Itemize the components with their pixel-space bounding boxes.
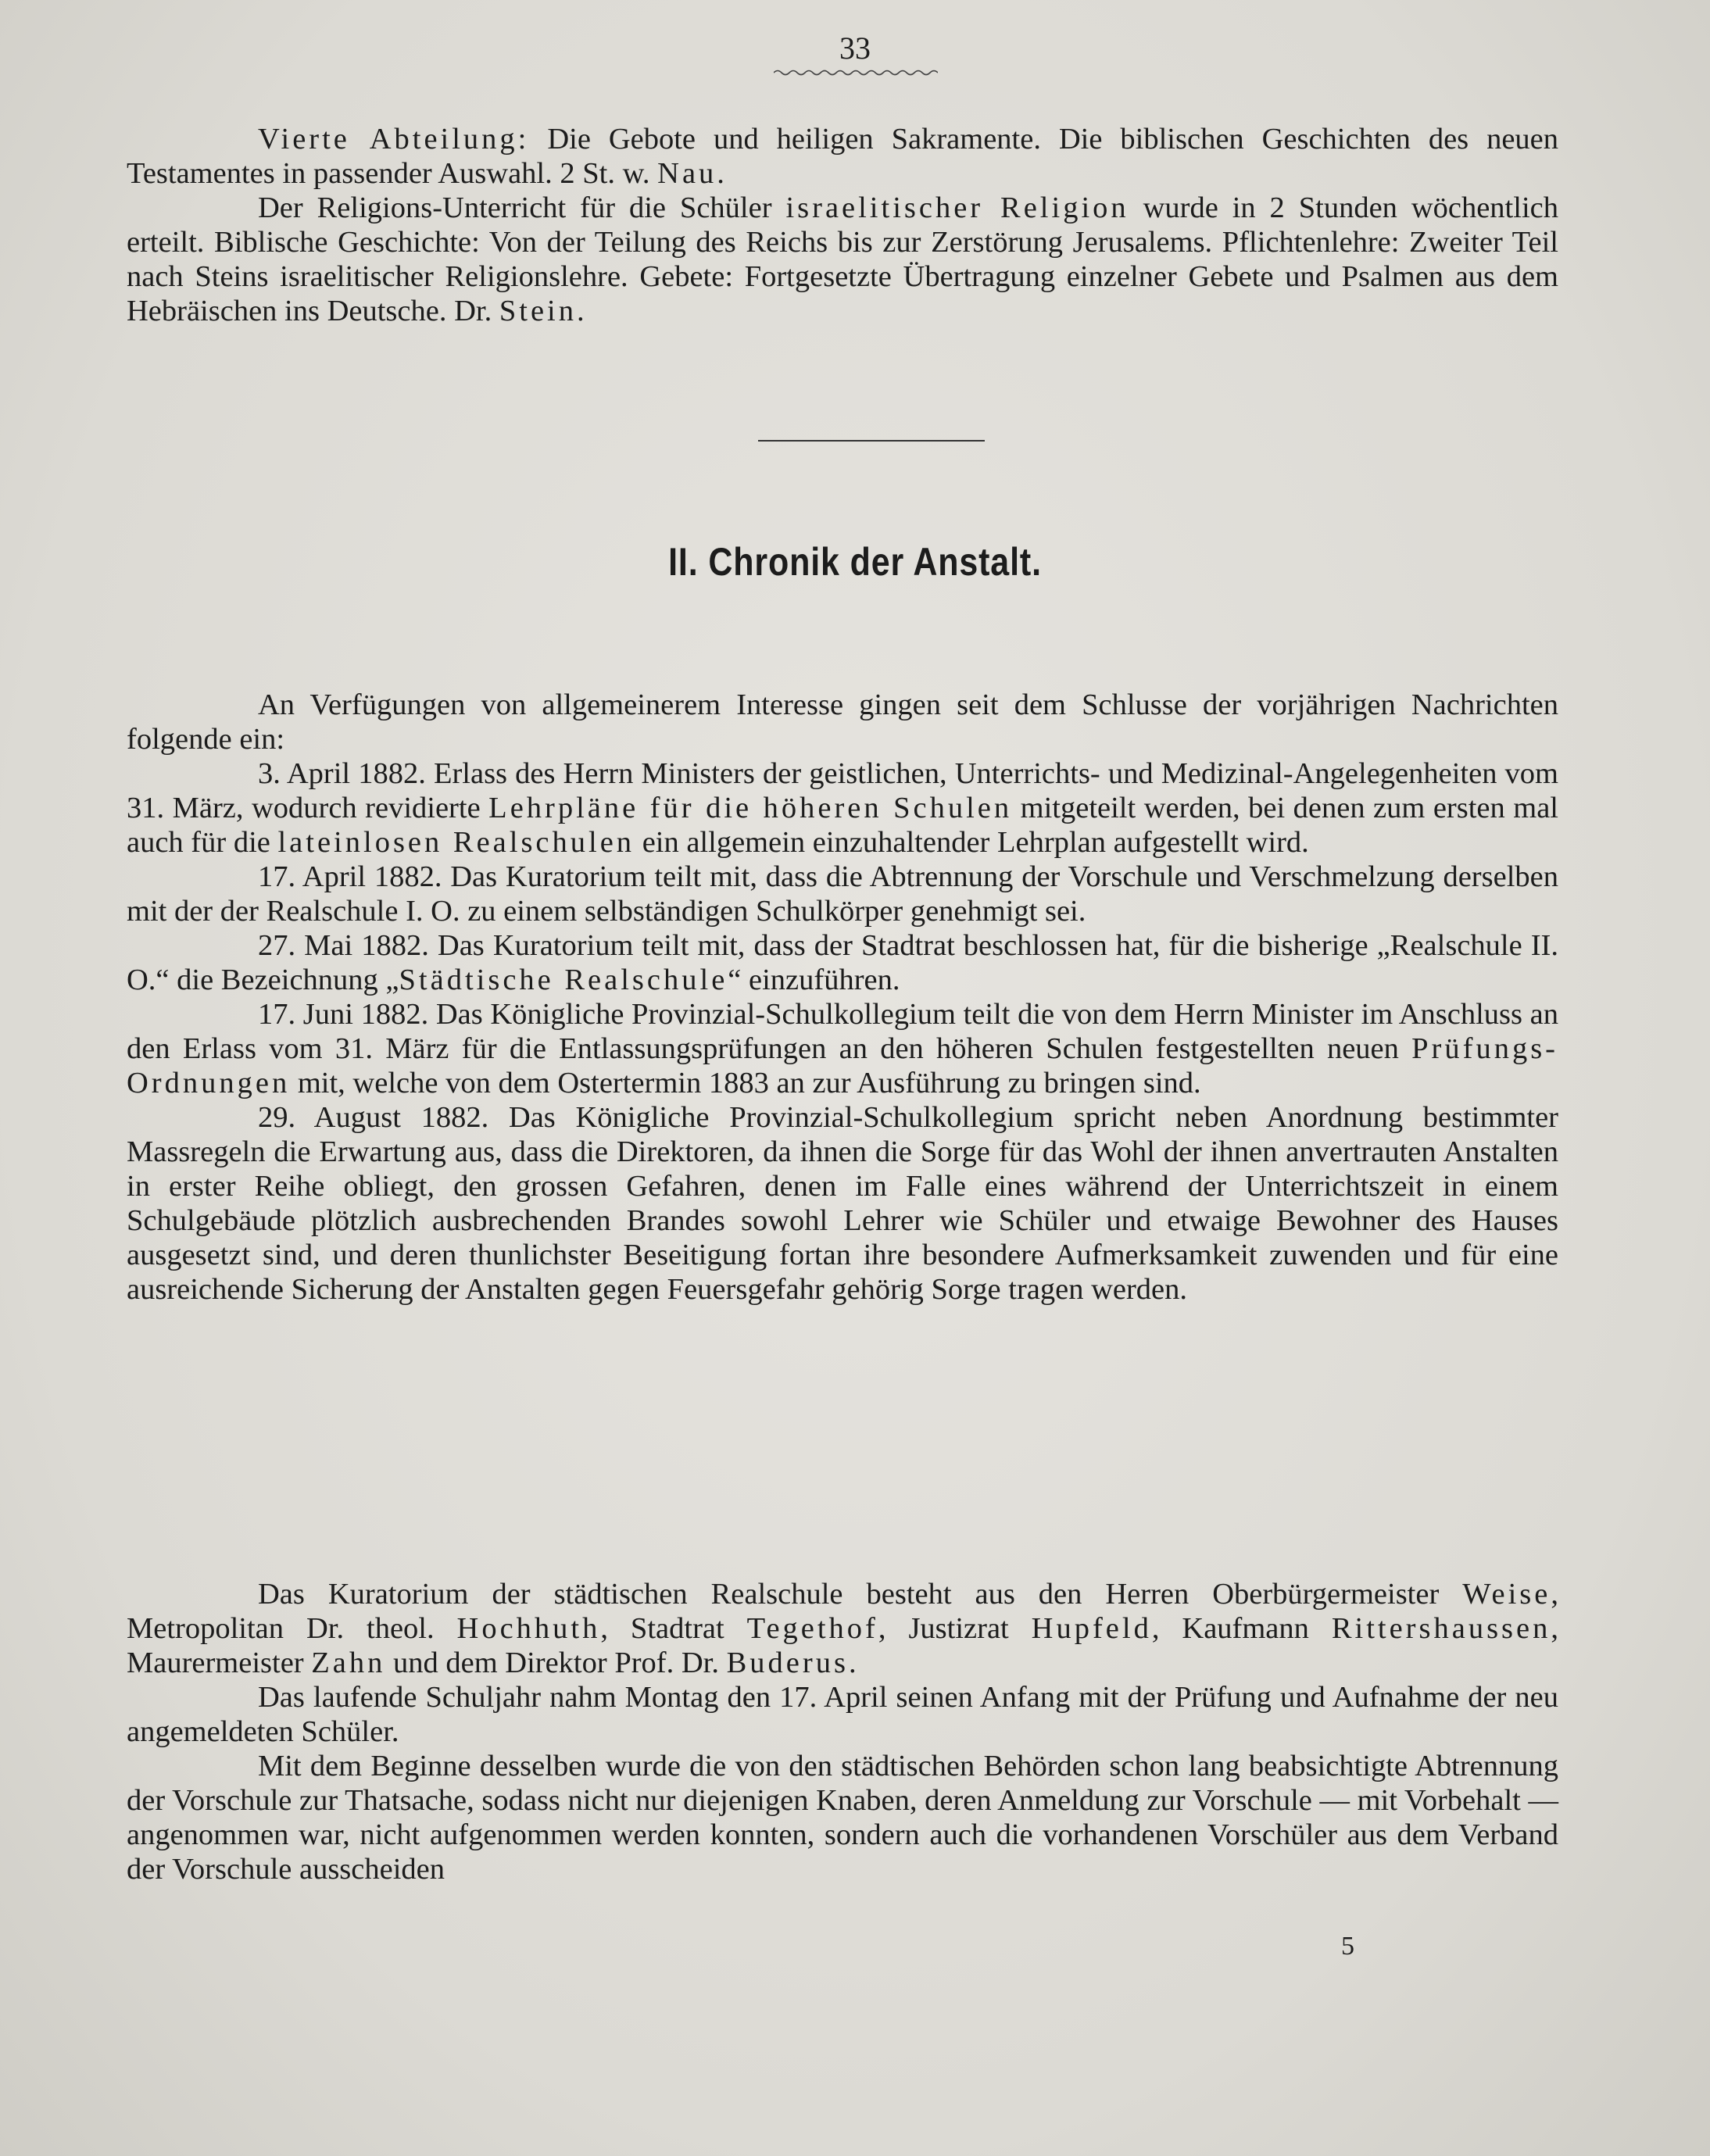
text-run: , Metropolitan Dr. theol.: [127, 1578, 1558, 1645]
text-run: mit, welche von dem Ostertermin 1883 an zur Ausführung zu bringen sind.: [290, 1067, 1201, 1099]
emphasized-text: Hupfeld: [1031, 1612, 1152, 1645]
chronik-decrees-section: [127, 688, 1558, 1307]
emphasized-text: Zahn: [311, 1646, 386, 1679]
paragraph: [127, 997, 1558, 1100]
emphasized-text: Städtische Realschule: [399, 964, 728, 996]
text-run: , Stadtrat: [600, 1612, 747, 1645]
religion-instruction-section: [127, 122, 1558, 328]
paragraph: [127, 688, 1558, 756]
emphasized-text: Buderus: [726, 1646, 849, 1679]
header-ornament: [774, 67, 938, 78]
text-run: 17. April 1882. Das Kuratorium teilt mit, dass die Abtrennung der Vorschule und Verschmelzung derselben mit der der Realschule I. O. zu einem selbständigen Schulkörper genehmigt sei.: [127, 860, 1558, 928]
text-run: 29. August 1882. Das Königliche Provinzial-Schulkollegium spricht neben Anordnung bestimmter Massregeln die Erwartung aus, dass die Direktoren, da ihnen die Sorge für das Wohl der ihnen anvertrauten Anstalten in erster Reihe obliegt, den grossen Gefahren, denen im Falle eines während der Unterrichtszeit in einem Schulgebäude plötzlich ausbrechenden Brandes sowohl Lehrer wie Schüler und etwaige Bewohner des Hauses ausgesetzt sind, und deren thunlichster Beseitigung fortan ihre besondere Aufmerksamkeit zuwenden und für eine ausreichende Sicherung der Anstalten gegen Feuersgefahr gehörig Sorge tragen werden.: [127, 1101, 1558, 1306]
text-run: mitgeteilt werden, bei denen zum ersten mal auch für die: [127, 792, 1558, 859]
text-run: , Justizrat: [878, 1612, 1032, 1645]
paragraph: [127, 1100, 1558, 1307]
page-number: 33: [839, 30, 871, 66]
emphasized-text: israelitischer Religion: [785, 191, 1129, 224]
paragraph: [127, 122, 1558, 191]
emphasized-text: Weise: [1462, 1578, 1551, 1611]
text-run: .: [848, 1646, 857, 1679]
paragraph: [127, 756, 1558, 860]
text-run: Der Religions-Unterricht für die Schüler: [258, 191, 786, 224]
emphasized-text: Lehrpläne für die höheren Schulen: [488, 792, 1013, 824]
text-run: ein allgemein einzuhaltender Lehrplan aufgestellt wird.: [635, 826, 1309, 859]
section-divider: [758, 440, 985, 442]
text-run: 27. Mai 1882. Das Kuratorium teilt mit, dass der Stadtrat beschlossen hat, für die bisherige „Realschule II. O.“ die Bezeichnung „: [127, 929, 1558, 996]
emphasized-text: Hochhuth: [456, 1612, 601, 1645]
text-run: “ einzuführen.: [728, 964, 900, 996]
text-run: und dem Direktor Prof. Dr.: [385, 1646, 727, 1679]
text-run: Das laufende Schuljahr nahm Montag den 17. April seinen Anfang mit der Prüfung und Aufnahme der neu angemeldeten Schüler.: [127, 1681, 1558, 1748]
emphasized-text: Rittershaussen: [1331, 1612, 1551, 1645]
paragraph: [127, 191, 1558, 328]
emphasized-text: Vierte Abteilung:: [258, 123, 530, 156]
emphasized-text: Nau.: [657, 157, 728, 190]
signature-mark: 5: [1341, 1932, 1354, 1961]
emphasized-text: Stein.: [499, 295, 588, 327]
paragraph: [127, 1680, 1558, 1749]
text-run: , Maurermeister: [127, 1612, 1559, 1679]
text-run: wurde in 2 Stunden wöchentlich erteilt. Biblische Geschichte: Von der Teilung des Reichs bis zur Zerstörung Jerusalems. Pflichtenlehre: Zweiter Teil nach Steins israelitischer Religionslehre. Gebete: Fortgesetzte Übertragung einzelner Gebete und Psalmen aus dem Hebräischen ins Deutsche. Dr.: [127, 191, 1558, 327]
paragraph: [127, 1577, 1558, 1680]
text-run: 17. Juni 1882. Das Königliche Provinzial-Schulkollegium teilt die von dem Herrn Minister im Anschluss an den Erlass vom 31. März für die Entlassungsprüfungen an den höheren Schulen festgestellten neuen: [127, 998, 1558, 1065]
text-run: 3. April 1882. Erlass des Herrn Ministers der geistlichen, Unterrichts- und Medizinal-Angelegenheiten vom 31. März, wodurch revidierte: [127, 757, 1558, 824]
section-heading: II. Chronik der Anstalt.: [668, 540, 1042, 584]
paragraph: [127, 928, 1558, 997]
paragraph: [127, 860, 1558, 928]
emphasized-text: Prüfungs-Ordnungen: [127, 1032, 1558, 1099]
text-run: Die Gebote und heiligen Sakramente. Die biblischen Geschichten des neuen Testamentes in passender Auswahl. 2 St. w.: [127, 123, 1558, 190]
text-run: Mit dem Beginne desselben wurde die von den städtischen Behörden schon lang beabsichtigte Abtrennung der Vorschule zur Thatsache, sodass nicht nur diejenigen Knaben, deren Anmeldung zur Vorschule — mit Vorbehalt — angenommen war, nicht aufgenommen werden konnten, sondern auch die vorhandenen Vorschüler aus dem Verband der Vorschule ausscheiden: [127, 1750, 1558, 1886]
text-run: An Verfügungen von allgemeinerem Interesse gingen seit dem Schlusse der vorjährigen Nachrichten folgende ein:: [127, 688, 1558, 756]
emphasized-text: Tegethof: [746, 1612, 878, 1645]
kuratorium-section: [127, 1577, 1558, 1886]
paragraph: [127, 1749, 1558, 1886]
text-run: Das Kuratorium der städtischen Realschule besteht aus den Herren Oberbürgermeister: [258, 1578, 1463, 1611]
emphasized-text: lateinlosen Realschulen: [277, 826, 635, 859]
text-run: , Kaufmann: [1151, 1612, 1332, 1645]
